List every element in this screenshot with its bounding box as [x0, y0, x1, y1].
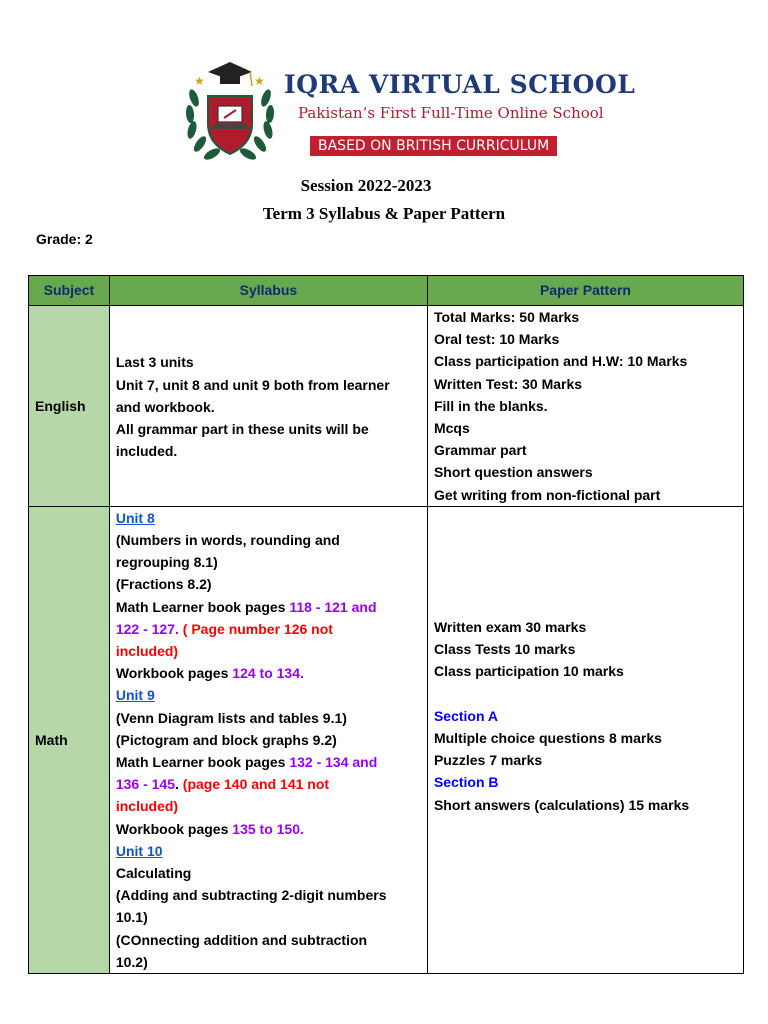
- english-syllabus-line: Unit 7, unit 8 and unit 9 both from learner: [115, 376, 390, 393]
- english-pattern-line: Fill in the blanks.: [433, 397, 548, 414]
- math-pattern-line: Puzzles 7 marks: [433, 752, 543, 769]
- section-a-label: Section A: [433, 707, 499, 724]
- english-syllabus-line: All grammar part in these units will be: [115, 421, 369, 438]
- math-syllabus-line: [116, 751, 421, 773]
- header-syllabus: Syllabus: [109, 276, 427, 306]
- grade-label: Grade: 2: [36, 231, 93, 247]
- english-paper-pattern: [427, 306, 743, 507]
- table-row-math: [29, 506, 744, 973]
- workbook-pages: 124 to 134.: [232, 665, 304, 682]
- section-b-label: Section B: [433, 774, 499, 791]
- excluded-note: included): [115, 643, 179, 660]
- math-syllabus-line: Calculating: [115, 865, 192, 882]
- excluded-note: included): [115, 798, 179, 815]
- math-syllabus-line: (Venn Diagram lists and tables 9.1): [115, 709, 347, 726]
- school-tagline: Pakistan’s First Full-Time Online School: [298, 104, 604, 122]
- learner-book-pages: 136 - 145: [115, 776, 176, 793]
- learner-book-pages: 118 - 121 and: [289, 598, 377, 615]
- svg-text:★: ★: [254, 74, 265, 88]
- curriculum-badge: BASED ON BRITISH CURRICULUM: [310, 136, 557, 156]
- math-syllabus-line: [116, 618, 421, 640]
- syllabus-table: [28, 275, 744, 974]
- math-pattern-line: Multiple choice questions 8 marks: [433, 730, 662, 747]
- english-syllabus-line: included.: [115, 443, 178, 460]
- school-name: IQRA VIRTUAL SCHOOL: [284, 70, 636, 99]
- school-logo: [180, 58, 636, 170]
- math-syllabus-line: 10.1): [115, 909, 148, 926]
- learner-book-label: Math Learner book pages: [115, 754, 290, 771]
- table-row-english: [29, 306, 744, 507]
- school-crest-icon: [180, 58, 280, 168]
- workbook-label: Workbook pages: [115, 820, 233, 837]
- english-pattern-line: Get writing from non-fictional part: [433, 486, 661, 503]
- english-pattern-line: Short question answers: [433, 464, 593, 481]
- math-pattern-line: Class Tests 10 marks: [433, 641, 576, 658]
- excluded-note: ( Page number 126 not: [178, 620, 333, 637]
- svg-text:★: ★: [194, 74, 205, 88]
- english-pattern-line: Mcqs: [433, 420, 470, 437]
- english-pattern-line: Class participation and H.W: 10 Marks: [433, 353, 688, 370]
- math-syllabus-line: (Adding and subtracting 2-digit numbers: [115, 887, 387, 904]
- workbook-label: Workbook pages: [115, 665, 233, 682]
- english-syllabus-line: Last 3 units: [115, 354, 194, 371]
- math-paper-pattern: [427, 506, 743, 973]
- unit-10-link[interactable]: Unit 10: [115, 842, 163, 859]
- english-pattern-line: Oral test: 10 Marks: [433, 331, 560, 348]
- math-pattern-line: Written exam 30 marks: [433, 619, 587, 636]
- learner-book-pages: 122 - 127.: [115, 620, 179, 637]
- english-pattern-line: Written Test: 30 Marks: [433, 375, 583, 392]
- term-title: Term 3 Syllabus & Paper Pattern: [262, 204, 506, 223]
- math-pattern-line: Class participation 10 marks: [433, 663, 624, 680]
- english-syllabus: [109, 306, 427, 507]
- subject-english: English: [29, 306, 110, 507]
- table-header-row: [29, 276, 744, 306]
- math-syllabus-line: (Pictogram and block graphs 9.2): [115, 731, 337, 748]
- math-syllabus-line: [116, 773, 421, 795]
- math-syllabus-line: [116, 596, 421, 618]
- english-syllabus-line: and workbook.: [115, 398, 215, 415]
- header-paper-pattern: Paper Pattern: [427, 276, 743, 306]
- math-syllabus: [109, 506, 427, 973]
- header-subject: Subject: [29, 276, 110, 306]
- math-syllabus-line: regrouping 8.1): [115, 554, 218, 571]
- excluded-note: (page 140 and 141 not: [182, 776, 330, 793]
- math-syllabus-line: (COnnecting addition and subtraction: [115, 931, 368, 948]
- math-syllabus-line: [116, 818, 421, 840]
- math-syllabus-line: 10.2): [115, 953, 148, 970]
- unit-9-link[interactable]: Unit 9: [115, 687, 155, 704]
- learner-book-label: Math Learner book pages: [115, 598, 290, 615]
- english-pattern-line: Total Marks: 50 Marks: [433, 309, 580, 325]
- session-title: Session 2022-2023: [300, 176, 432, 195]
- english-pattern-line: Grammar part: [433, 442, 527, 459]
- math-syllabus-line: [116, 662, 421, 684]
- math-syllabus-line: (Fractions 8.2): [115, 576, 212, 593]
- punctuation: .: [175, 776, 183, 793]
- workbook-pages: 135 to 150.: [232, 820, 304, 837]
- learner-book-pages: 132 - 134 and: [289, 754, 378, 771]
- subject-math: Math: [29, 506, 110, 973]
- math-syllabus-line: (Numbers in words, rounding and: [115, 532, 340, 549]
- math-pattern-line: Short answers (calculations) 15 marks: [433, 796, 690, 813]
- unit-8-link[interactable]: Unit 8: [115, 509, 155, 526]
